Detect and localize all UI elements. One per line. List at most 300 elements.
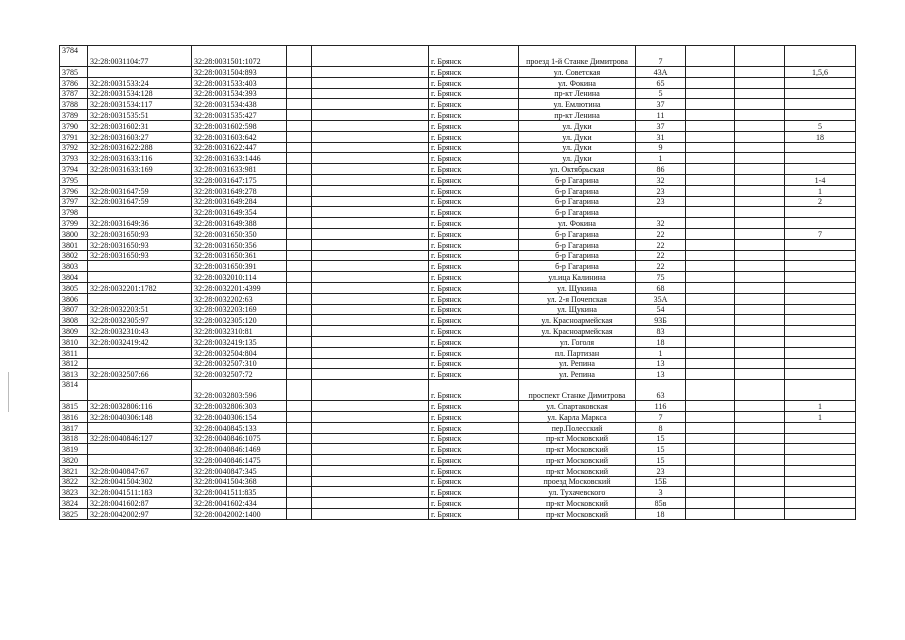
table-cell xyxy=(88,207,192,218)
table-row xyxy=(60,326,856,337)
table-cell xyxy=(88,358,192,369)
table-cell: г. Брянск xyxy=(429,272,519,283)
table-cell: ул. Тухачевского xyxy=(519,487,636,498)
table-cell: 3787 xyxy=(60,88,88,99)
table-cell: 31 xyxy=(636,131,686,142)
table-row xyxy=(60,196,856,207)
table-row xyxy=(60,487,856,498)
table-cell: 37 xyxy=(636,99,686,110)
table-cell: 9 xyxy=(636,142,686,153)
table-cell xyxy=(287,509,312,520)
table-row xyxy=(60,131,856,142)
table-cell xyxy=(287,347,312,358)
table-cell xyxy=(312,358,429,369)
table-cell: 3801 xyxy=(60,239,88,250)
table-cell xyxy=(785,142,856,153)
table-cell xyxy=(88,422,192,433)
table-cell: ул. Емлютина xyxy=(519,99,636,110)
table-cell xyxy=(686,444,735,455)
table-cell: ул. Карла Маркса xyxy=(519,411,636,422)
table-cell: 5 xyxy=(636,88,686,99)
table-cell: 7 xyxy=(785,228,856,239)
table-cell: г. Брянск xyxy=(429,465,519,476)
table-cell: г. Брянск xyxy=(429,411,519,422)
table-row xyxy=(60,207,856,218)
table-cell xyxy=(287,487,312,498)
table-cell: 15Б xyxy=(636,476,686,487)
table-cell: 1 xyxy=(636,347,686,358)
table-cell: 32:28:0032806:303 xyxy=(192,401,287,412)
table-row xyxy=(60,304,856,315)
table-cell: г. Брянск xyxy=(429,228,519,239)
table-cell: 68 xyxy=(636,282,686,293)
table-cell: 3808 xyxy=(60,315,88,326)
table-cell: ул. Дуки xyxy=(519,131,636,142)
table-cell xyxy=(785,476,856,487)
table-cell xyxy=(735,411,785,422)
table-cell: г. Брянск xyxy=(429,88,519,99)
table-cell xyxy=(287,411,312,422)
table-cell: 3795 xyxy=(60,174,88,185)
table-cell: 35А xyxy=(636,293,686,304)
table-cell xyxy=(735,444,785,455)
table-cell: 3785 xyxy=(60,67,88,78)
table-cell xyxy=(88,174,192,185)
table-cell xyxy=(287,250,312,261)
table-cell xyxy=(785,336,856,347)
table-row xyxy=(60,358,856,369)
table-cell: 63 xyxy=(636,380,686,401)
table-cell: 18 xyxy=(636,336,686,347)
table-cell: ул. Фокина xyxy=(519,77,636,88)
table-cell xyxy=(287,174,312,185)
table-cell xyxy=(735,293,785,304)
table-cell: 3797 xyxy=(60,196,88,207)
table-cell xyxy=(686,46,735,67)
table-cell xyxy=(686,131,735,142)
table-cell: 23 xyxy=(636,196,686,207)
table-cell: 32 xyxy=(636,218,686,229)
table-cell: 15 xyxy=(636,455,686,466)
table-row xyxy=(60,110,856,121)
table-cell: пр-кт Московский xyxy=(519,498,636,509)
table-cell xyxy=(735,315,785,326)
table-cell: 32:28:0031603:27 xyxy=(88,131,192,142)
table-cell xyxy=(785,509,856,520)
table-cell: 3803 xyxy=(60,261,88,272)
table-cell: 1,5,6 xyxy=(785,67,856,78)
table-cell xyxy=(312,153,429,164)
table-cell: б-р Гагарина xyxy=(519,196,636,207)
table-cell xyxy=(312,142,429,153)
table-cell: 3807 xyxy=(60,304,88,315)
table-cell: 3798 xyxy=(60,207,88,218)
table-cell xyxy=(312,455,429,466)
table-row xyxy=(60,77,856,88)
table-cell: 32:28:0041602:434 xyxy=(192,498,287,509)
table-cell: г. Брянск xyxy=(429,153,519,164)
table-cell xyxy=(785,77,856,88)
table-row xyxy=(60,228,856,239)
table-cell xyxy=(312,444,429,455)
table-cell xyxy=(312,422,429,433)
table-cell: г. Брянск xyxy=(429,164,519,175)
table-cell: г. Брянск xyxy=(429,131,519,142)
table-cell xyxy=(312,164,429,175)
table-cell: г. Брянск xyxy=(429,304,519,315)
table-cell xyxy=(88,272,192,283)
table-cell: 1 xyxy=(636,153,686,164)
table-cell xyxy=(287,218,312,229)
table-cell xyxy=(686,196,735,207)
table-cell: 3812 xyxy=(60,358,88,369)
table-row xyxy=(60,174,856,185)
table-row xyxy=(60,369,856,380)
table-cell: 32:28:0032305:120 xyxy=(192,315,287,326)
table-cell: г. Брянск xyxy=(429,77,519,88)
table-cell: 3815 xyxy=(60,401,88,412)
table-cell: г. Брянск xyxy=(429,174,519,185)
table-cell xyxy=(88,444,192,455)
table-cell xyxy=(785,358,856,369)
table-cell xyxy=(785,369,856,380)
table-cell: 18 xyxy=(636,509,686,520)
left-margin-mark xyxy=(8,372,9,412)
table-cell: 32:28:0040846:1469 xyxy=(192,444,287,455)
table-cell xyxy=(686,67,735,78)
table-cell xyxy=(735,88,785,99)
table-cell: 32:28:0032201:1782 xyxy=(88,282,192,293)
table-cell xyxy=(88,347,192,358)
table-cell: пр-кт Московский xyxy=(519,433,636,444)
table-cell: 32:28:0031501:1072 xyxy=(192,46,287,67)
table-cell xyxy=(735,358,785,369)
table-cell: ул. Дуки xyxy=(519,153,636,164)
table-cell: 3824 xyxy=(60,498,88,509)
table-cell: 32:28:0031650:391 xyxy=(192,261,287,272)
table-cell: 32 xyxy=(636,174,686,185)
table-cell xyxy=(287,369,312,380)
table-cell: 32:28:0032305:97 xyxy=(88,315,192,326)
table-cell: 3823 xyxy=(60,487,88,498)
table-cell xyxy=(287,272,312,283)
table-cell xyxy=(785,261,856,272)
table-cell xyxy=(735,131,785,142)
table-cell xyxy=(785,46,856,67)
table-cell: ул. Репина xyxy=(519,369,636,380)
table-cell: 32:28:0032507:310 xyxy=(192,358,287,369)
table-row xyxy=(60,261,856,272)
table-cell xyxy=(785,487,856,498)
table-cell xyxy=(686,465,735,476)
table-cell xyxy=(287,207,312,218)
table-cell xyxy=(785,347,856,358)
table-cell: 32:28:0032202:63 xyxy=(192,293,287,304)
table-cell: 32:28:0031534:438 xyxy=(192,99,287,110)
table-cell: г. Брянск xyxy=(429,120,519,131)
table-cell xyxy=(735,401,785,412)
table-cell: 23 xyxy=(636,465,686,476)
table-cell xyxy=(312,272,429,283)
table-cell xyxy=(735,433,785,444)
table-cell xyxy=(312,218,429,229)
table-cell: 13 xyxy=(636,369,686,380)
table-cell xyxy=(686,218,735,229)
table-cell xyxy=(686,380,735,401)
table-cell: 32:28:0032310:81 xyxy=(192,326,287,337)
table-cell: 3804 xyxy=(60,272,88,283)
table-row xyxy=(60,282,856,293)
table-cell: 7 xyxy=(636,46,686,67)
table-cell: 43А xyxy=(636,67,686,78)
table-cell xyxy=(686,88,735,99)
table-cell: 32:28:0031649:284 xyxy=(192,196,287,207)
table-cell: г. Брянск xyxy=(429,476,519,487)
table-cell xyxy=(312,120,429,131)
table-cell: ул. Дуки xyxy=(519,120,636,131)
table-row xyxy=(60,411,856,422)
table-cell: 32:28:0042002:1400 xyxy=(192,509,287,520)
table-cell: 32:28:0031649:36 xyxy=(88,218,192,229)
table-row xyxy=(60,99,856,110)
table-cell: пр-кт Московский xyxy=(519,465,636,476)
table-cell: 32:28:0031647:175 xyxy=(192,174,287,185)
table-cell xyxy=(686,315,735,326)
table-cell: 3799 xyxy=(60,218,88,229)
table-cell: 65 xyxy=(636,77,686,88)
table-cell: 32:28:0031622:447 xyxy=(192,142,287,153)
table-cell: 8 xyxy=(636,422,686,433)
table-cell: 3793 xyxy=(60,153,88,164)
table-cell: пл. Партизан xyxy=(519,347,636,358)
table-cell xyxy=(735,46,785,67)
table-cell xyxy=(312,411,429,422)
table-cell xyxy=(287,67,312,78)
table-cell xyxy=(312,304,429,315)
table-cell: пр-кт Ленина xyxy=(519,88,636,99)
table-cell: 3809 xyxy=(60,326,88,337)
table-cell xyxy=(287,465,312,476)
table-cell xyxy=(785,250,856,261)
table-cell: ул. Октябрьская xyxy=(519,164,636,175)
table-cell: ул. Щукина xyxy=(519,304,636,315)
table-cell: 32:28:0032806:116 xyxy=(88,401,192,412)
table-row xyxy=(60,336,856,347)
table-cell: 3822 xyxy=(60,476,88,487)
table-cell xyxy=(686,433,735,444)
table-cell xyxy=(312,228,429,239)
table-cell: пр-кт Московский xyxy=(519,444,636,455)
table-cell xyxy=(287,120,312,131)
table-cell xyxy=(312,369,429,380)
table-cell: 3784 xyxy=(60,46,88,67)
table-cell: 37 xyxy=(636,120,686,131)
table-cell xyxy=(686,336,735,347)
table-cell xyxy=(287,358,312,369)
table-cell: 32:28:0031534:117 xyxy=(88,99,192,110)
table-cell: 32:28:0031534:393 xyxy=(192,88,287,99)
table-cell xyxy=(312,498,429,509)
table-cell xyxy=(686,272,735,283)
table-cell: 3806 xyxy=(60,293,88,304)
table-cell: 3814 xyxy=(60,380,88,401)
table-cell: 32:28:0041602:87 xyxy=(88,498,192,509)
table-cell: 1 xyxy=(785,401,856,412)
table-row xyxy=(60,153,856,164)
table-cell xyxy=(686,282,735,293)
table-cell xyxy=(735,369,785,380)
table-cell: б-р Гагарина xyxy=(519,228,636,239)
table-cell xyxy=(312,250,429,261)
table-cell: 18 xyxy=(785,131,856,142)
table-cell xyxy=(312,347,429,358)
table-cell xyxy=(287,77,312,88)
table-cell: проезд 1-й Станке Димитрова xyxy=(519,46,636,67)
table-cell xyxy=(287,110,312,121)
table-cell xyxy=(686,487,735,498)
table-cell: 3788 xyxy=(60,99,88,110)
table-cell xyxy=(686,185,735,196)
table-cell: г. Брянск xyxy=(429,347,519,358)
table-cell xyxy=(287,498,312,509)
table-cell xyxy=(735,272,785,283)
table-cell: б-р Гагарина xyxy=(519,239,636,250)
table-row xyxy=(60,401,856,412)
table-cell: 32:28:0031633:116 xyxy=(88,153,192,164)
table-cell xyxy=(287,380,312,401)
table-cell: 85в xyxy=(636,498,686,509)
table-cell: 1 xyxy=(785,411,856,422)
table-cell xyxy=(312,465,429,476)
table-row xyxy=(60,433,856,444)
table-cell xyxy=(735,185,785,196)
table-cell xyxy=(735,487,785,498)
table-cell: 32:28:0031104:77 xyxy=(88,46,192,67)
table-cell: 1 xyxy=(785,185,856,196)
table-cell: 3821 xyxy=(60,465,88,476)
table-cell xyxy=(287,401,312,412)
table-body xyxy=(60,46,856,520)
table-cell: ул. Дуки xyxy=(519,142,636,153)
table-cell xyxy=(735,99,785,110)
table-cell: 32:28:0031603:642 xyxy=(192,131,287,142)
table-cell xyxy=(686,509,735,520)
table-cell xyxy=(287,315,312,326)
table-cell xyxy=(785,293,856,304)
table-cell xyxy=(287,99,312,110)
table-cell xyxy=(735,326,785,337)
table-cell: 3802 xyxy=(60,250,88,261)
table-cell: 3794 xyxy=(60,164,88,175)
table-cell: г. Брянск xyxy=(429,196,519,207)
table-cell xyxy=(735,174,785,185)
table-cell: 22 xyxy=(636,228,686,239)
table-cell: 7 xyxy=(636,411,686,422)
table-cell xyxy=(287,293,312,304)
table-cell xyxy=(312,207,429,218)
table-cell xyxy=(312,336,429,347)
table-cell: проспект Станке Димитрова xyxy=(519,380,636,401)
table-cell xyxy=(735,77,785,88)
table-cell: б-р Гагарина xyxy=(519,250,636,261)
table-cell xyxy=(686,422,735,433)
table-cell xyxy=(312,293,429,304)
table-cell: 75 xyxy=(636,272,686,283)
table-cell: г. Брянск xyxy=(429,250,519,261)
table-row xyxy=(60,88,856,99)
table-row xyxy=(60,347,856,358)
table-cell xyxy=(312,487,429,498)
table-cell: г. Брянск xyxy=(429,67,519,78)
table-cell xyxy=(312,433,429,444)
table-cell: 32:28:0040847:345 xyxy=(192,465,287,476)
table-row xyxy=(60,509,856,520)
table-cell: 3816 xyxy=(60,411,88,422)
table-cell: 32:28:0031602:598 xyxy=(192,120,287,131)
table-cell: б-р Гагарина xyxy=(519,174,636,185)
table-cell: 5 xyxy=(785,120,856,131)
table-cell: пр-кт Ленина xyxy=(519,110,636,121)
table-cell xyxy=(785,455,856,466)
table-cell xyxy=(287,228,312,239)
table-cell: 3805 xyxy=(60,282,88,293)
table-cell xyxy=(287,142,312,153)
table-cell xyxy=(312,380,429,401)
table-cell xyxy=(312,185,429,196)
table-cell: пр-кт Московский xyxy=(519,455,636,466)
table-cell xyxy=(735,261,785,272)
table-cell: г. Брянск xyxy=(429,401,519,412)
table-cell xyxy=(785,207,856,218)
table-cell: 32:28:0040845:133 xyxy=(192,422,287,433)
table-cell: 3786 xyxy=(60,77,88,88)
table-cell xyxy=(686,99,735,110)
table-cell xyxy=(686,207,735,218)
table-cell: г. Брянск xyxy=(429,487,519,498)
table-cell: 32:28:0031649:354 xyxy=(192,207,287,218)
table-cell: 54 xyxy=(636,304,686,315)
table-cell: г. Брянск xyxy=(429,509,519,520)
table-cell: 93Б xyxy=(636,315,686,326)
table-cell xyxy=(785,218,856,229)
table-cell xyxy=(287,476,312,487)
table-cell xyxy=(785,272,856,283)
table-cell: 32:28:0040306:148 xyxy=(88,411,192,422)
table-cell: 3796 xyxy=(60,185,88,196)
table-cell: ул. 2-я Почепская xyxy=(519,293,636,304)
table-cell xyxy=(686,401,735,412)
table-cell: 32:28:0032203:169 xyxy=(192,304,287,315)
table-cell: 116 xyxy=(636,401,686,412)
table-cell xyxy=(735,304,785,315)
table-cell: проезд Московский xyxy=(519,476,636,487)
table-cell xyxy=(686,293,735,304)
table-cell xyxy=(287,153,312,164)
table-cell xyxy=(735,218,785,229)
table-cell: 32:28:0031650:93 xyxy=(88,228,192,239)
table-cell xyxy=(785,498,856,509)
table-cell: 3817 xyxy=(60,422,88,433)
table-cell: 86 xyxy=(636,164,686,175)
table-cell: 32:28:0032419:135 xyxy=(192,336,287,347)
table-cell xyxy=(312,99,429,110)
table-cell xyxy=(735,196,785,207)
table-cell xyxy=(287,304,312,315)
table-cell: 32:28:0031633:981 xyxy=(192,164,287,175)
table-cell xyxy=(686,142,735,153)
table-cell xyxy=(686,153,735,164)
table-cell xyxy=(312,174,429,185)
